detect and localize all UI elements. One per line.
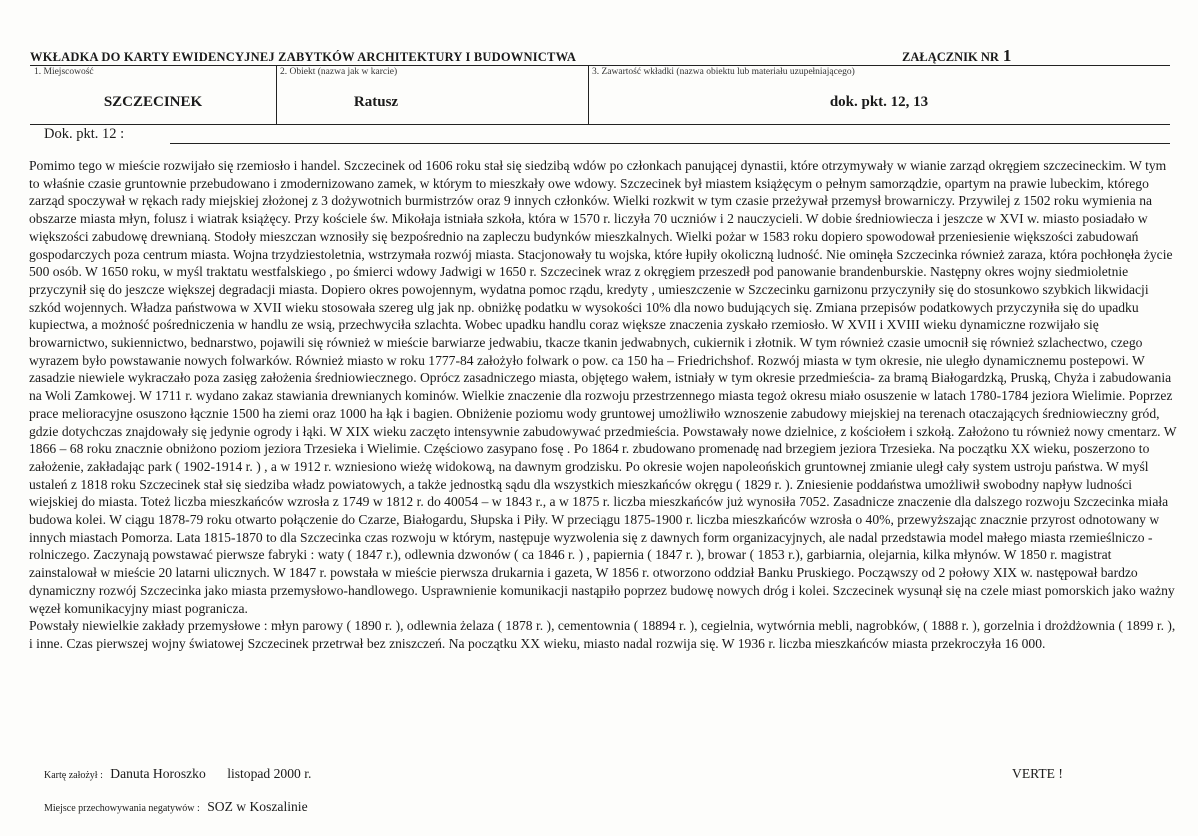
author-name: Danuta Horoszko bbox=[110, 766, 206, 781]
verte-note: VERTE ! bbox=[1012, 766, 1063, 781]
annex-number: 1 bbox=[1002, 46, 1012, 65]
field-value-object: Ratusz bbox=[353, 94, 399, 110]
body-paragraph-2: Powstały niewielkie zakłady przemysłowe : młyn parowy ( 1890 r. ), odlewnia żelaza ( 1878 r. ), cementownia ( 18894 r. ), cegielnia, wytwórnia mebli, nagrobków, ( 1888 r. ), gorzelnia i drożdżownia ( 1899 r. ), i inne. Czas pierwszej wojny światowej Szczecinek przetrwał bez zniszczeń. Na początku XX wieku, miasto nadal rozwija się. W 1936 r. liczba mieszkańców miasta przekroczyła 16 000. bbox=[29, 618, 1176, 651]
annex-label-text: ZAŁĄCZNIK NR bbox=[902, 50, 999, 64]
section-divider bbox=[170, 143, 1170, 144]
document-body bbox=[29, 157, 1177, 653]
negatives-row bbox=[44, 799, 308, 815]
author-label: Kartę założył : bbox=[44, 770, 103, 781]
field-label-contents: 3. Zawartość wkładki (nazwa obiektu lub materiału uzupełniającego) bbox=[592, 67, 855, 77]
field-value-locality: SZCZECINEK bbox=[103, 94, 203, 110]
fields-bottom-divider bbox=[30, 124, 1170, 125]
annex-label bbox=[902, 46, 1011, 66]
section-label: Dok. pkt. 12 : bbox=[44, 126, 125, 142]
negatives-label: Miejsce przechowywania negatywów : bbox=[44, 803, 200, 814]
field-value-contents: dok. pkt. 12, 13 bbox=[829, 94, 929, 110]
author-row bbox=[44, 766, 311, 782]
body-paragraph-1: Pomimo tego w mieście rozwijało się rzemiosło i handel. Szczecinek od 1606 roku stał się siedzibą wdów po członkach panującej dynastii, które otrzymywały w wianie zarząd okręgiem szczecineckim. W tym to właśnie czasie gruntownie przebudowano i zmodernizowano zamek, w którym to mieszkały owe wdowy. Szczecinek był miastem książęcym o pełnym samorządzie, opartym na prawie lubeckim, którego zarząd spoczywał w rękach rady miejskiej złożonej z 3 dożywotnich burmistrzów oraz 9 innych członków. Wielki rozkwit w tym czasie przeżywał przemysł browarniczy. Przywilej z 1502 roku wymienia na obszarze miasta młyn, folusz i wiatrak książęcy. Przy kościele św. Mikołaja istniała szkoła, która w 1570 r. liczyła 70 uczniów i 2 nauczycieli. W dobie średniowiecza i jeszcze w XVI w. miasto posiadało w większości zabudowę drewnianą. Stodoły mieszczan wznosiły się bezpośrednio na zapleczu budynków mieszkalnych. Wielki pożar w 1583 roku dopiero spowodował przeniesienie większości zabudowań gospodarczych poza centrum miasta. Wojna trzydziestoletnia, wstrzymała rozwój miasta. Stacjonowały tu wojska, które łupiły okoliczną ludność. Nie ominęła Szczecinka również zaraza, która pochłonęła życie 500 osób. W 1650 roku, w myśl traktatu westfalskiego , po śmierci wdowy Jadwigi w 1650 r. Szczecinek wraz z okręgiem przeszedł pod panowanie brandenburskie. Następny okres wojny siedmioletnie przyczynił się do jeszcze większej degradacji miasta. Dopiero okres powojennym, wydatna pomoc rządu, kredyty , umieszczenie w Szczecinku garnizonu przyczyniły się do stosunkowo szybkich likwidacji szkód wojennych. Władza państwowa w XVII wieku stosowała szereg ulg jak np. obniżkę podatku w wysokości 10% dla nowo budujących się. Zmiana przepisów podatkowych przyczyniła się do upadku kupiectwa, a możność pośredniczenia w handlu ze wsią, przechwyciła szlachta. Wobec upadku handlu coraz większe znaczenia zyskało rzemiosło. W XVII i XVIII wieku dynamiczne rozwijało się browarnictwo, sukiennictwo, bednarstwo, pojawili się również w mieście barwiarze jedwabiu, tkacze tkanin jedwabnych, cukiernik i złotnik. W tym również czasie umocnił się również szlachectwo, czego wyrazem było powstawanie nowych folwarków. Również miasto w roku 1777-84 założyło folwark o pow. ca 150 ha – Friedrichshof. Rozwój miasta w tym okresie, nie uległo dynamicznemu postepowi. W zasadzie niewiele wykraczało poza zasięg założenia średniowiecznego. Oprócz zasadniczego miasta, objętego wałem, istniały w tym okresie przedmieścia- za bramą Białogardzką, Pruską, Chyża i zabudowania na Woli Zamkowej. W 1711 r. wydano zakaz stawiania drewnianych kominów. Wielkie znaczenie dla rozwoju przestrzennego miasta tegoż okresu miało osuszenie w latach 1780-1784 jeziora Wielimie. Poprzez prace melioracyjne osuszono łącznie 1500 ha ziemi oraz 1000 ha łąk i bagien. Obniżenie poziomu wody gruntowej umożliwiło wznoszenie zabudowy miejskiej na terenach otaczających średniowieczny gród, gdzie dotychczas znajdowały się jedynie ogrody i łąki. W XIX wieku zaczęto intensywnie zabudowywać przedmieścia. Powstawały nowe dzielnice, z kościołem i szkołą. Założono tu również nowy cmentarz. W 1866 – 68 roku znacznie obniżono poziom jeziora Trzesieka i Wielimie. Częściowo zasypano fosę . Po 1864 r. zbudowano promenadę nad brzegiem jeziora Trzesieka. Na początku XX wieku, poszerzono to założenie, zakładając park ( 1902-1914 r. ) , a w 1912 r. wzniesiono wieżę widokową, na dawnym grodzisku. Po okresie wojen napoleońskich gruntownej zmianie uległ cały system ustroju państwa. W myśl ustaleń z 1818 roku Szczecinek stał się siedziba władz powiatowych, a także jednostką sądu dla wszystkich mieszkańców okręgu ( 1829 r. ). Zniesienie poddaństwa umożliwił swobodny napływ ludności wiejskiej do miasta. Toteż liczba mieszkańców wzrosła z 1749 w 1812 r. do 40054 – w 1843 r., a w 1875 r. liczba mieszkańców już wynosiła 7052. Zasadnicze znaczenie dla dalszego rozwoju Szczecinka miała budowa kolei. W ciągu 1878-79 roku otwarto połączenie do Czarze, Białogardu, Słupska i Piły. W przeciągu 1875-1900 r. liczba mieszkańców wzrosła o 40%, przewyższając znacznie przyrost odnotowany w innych miastach Pomorza. Lata 1815-1870 to dla Szczecinka czas rozwoju w którym, następuje wyzwolenia się z dawnych form organizacyjnych, ale nadal przedstawia model małego miasta rzemieślniczo - rolniczego. Zaczynają powstawać pierwsze fabryki : waty ( 1847 r.), odlewnia dzwonów ( ca 1846 r. ) , papiernia ( 1847 r. ), browar ( 1853 r.), garbiarnia, olejarnia, kilka młynów. W 1850 r. magistrat zainstalował w mieście 20 latarni ulicznych. W 1847 r. powstała w mieście pierwsza drukarnia i gazeta, W 1856 r. otworzono oddział Banku Pruskiego. Począwszy od 2 połowy XIX w. następował bardzo dynamiczny rozwój Szczecinka jako miasta przemysłowo-handlowego. Usprawnienie komunikacji nastąpiło poprzez budowę nowych dróg i kolei. Szczecinek wysunął się na czele miast pomorskich jako ważny węzeł komunikacyjny miast pogranicza. bbox=[29, 158, 1177, 616]
author-date: listopad 2000 r. bbox=[227, 766, 312, 781]
negatives-location: SOZ w Koszalinie bbox=[207, 799, 308, 814]
field-label-object: 2. Obiekt (nazwa jak w karcie) bbox=[280, 67, 398, 77]
field-label-locality: 1. Miejscowość bbox=[34, 67, 94, 77]
document-header-title: WKŁADKA DO KARTY EWIDENCYJNEJ ZABYTKÓW ARCHITEKTURY I BUDOWNICTWA bbox=[30, 50, 577, 64]
top-divider bbox=[30, 65, 1170, 66]
